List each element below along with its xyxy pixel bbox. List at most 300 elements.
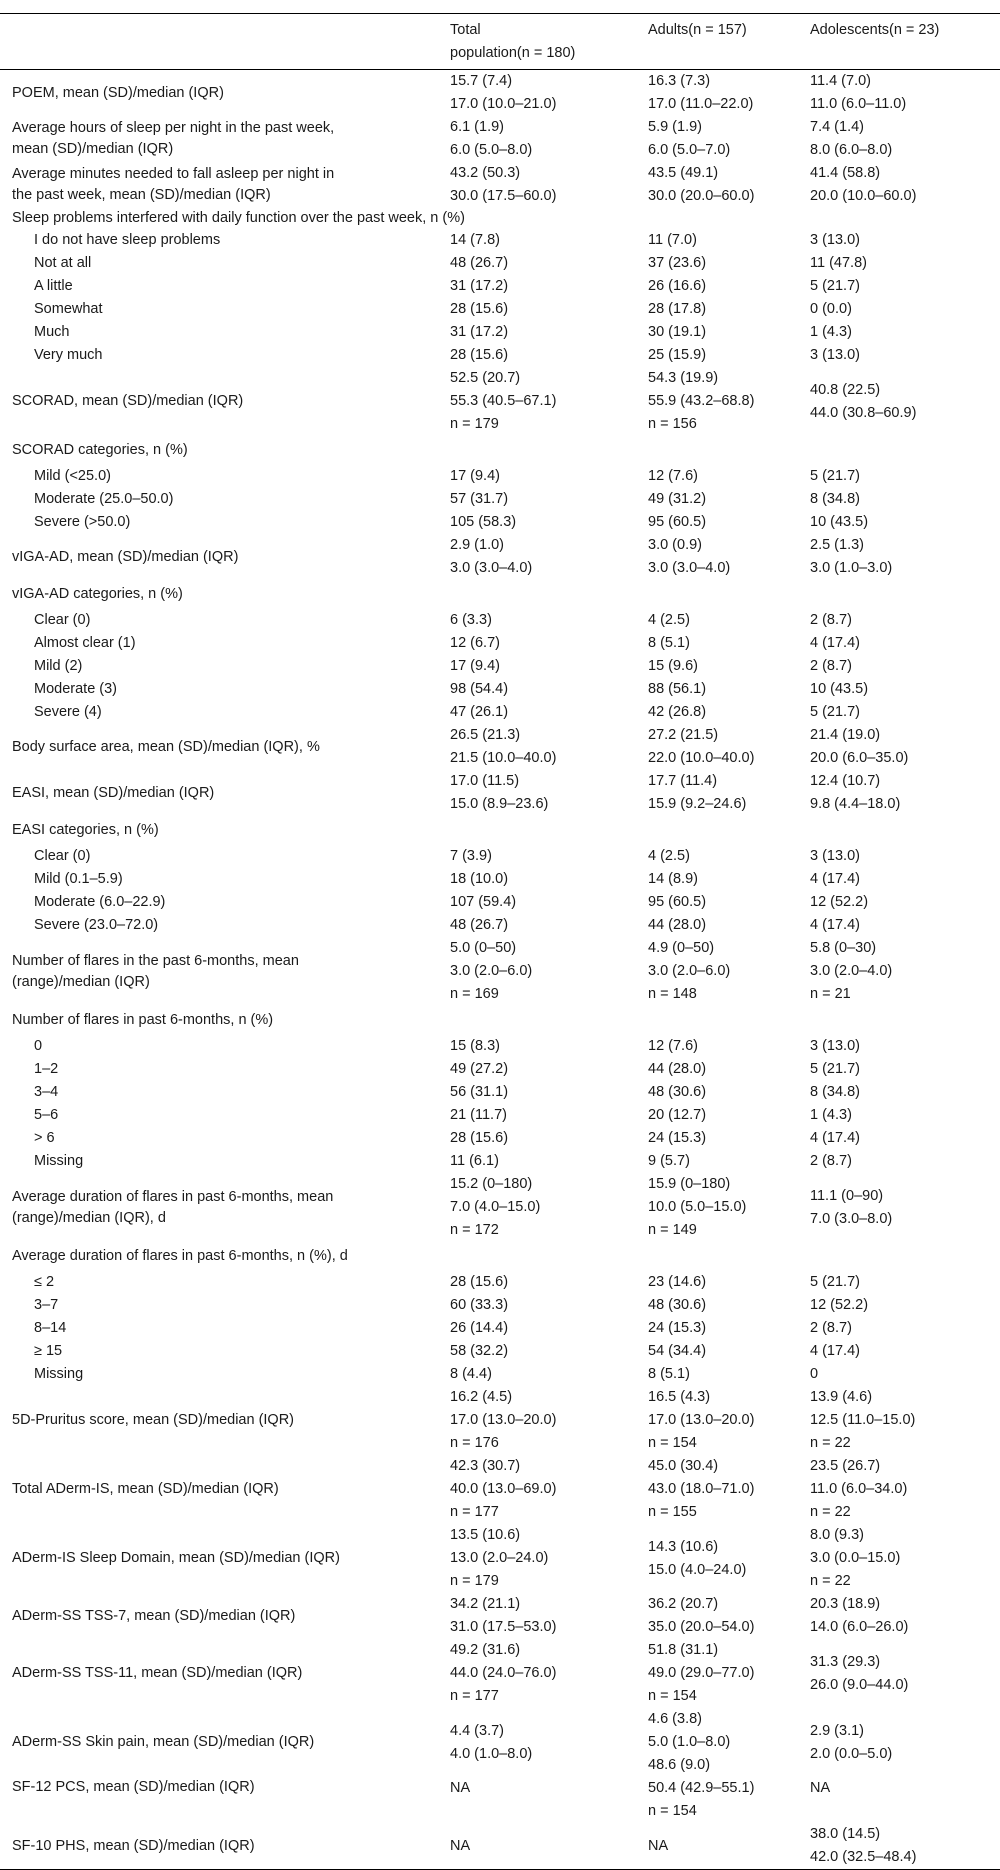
cell-adolescents-text: 3 (13.0) (810, 347, 860, 363)
row-label (0, 511, 432, 534)
empty-cell (432, 1242, 630, 1271)
row-label (0, 116, 432, 162)
cell-adolescents-text: 0 (810, 1366, 819, 1382)
cell-adolescents (792, 511, 1000, 534)
row-label-text: Body surface area, mean (SD)/median (IQR), % (12, 738, 320, 755)
cell-adolescents-text: 3 (13.0) (810, 1038, 860, 1054)
cell-total-text: 12 (6.7) (450, 635, 500, 651)
cell-adolescents-text: 2.9 (3.1) 2.0 (0.0–5.0) (810, 1722, 893, 1762)
empty-cell (792, 436, 1000, 465)
table-row (0, 1271, 1000, 1294)
row-label (0, 868, 432, 891)
cell-total (432, 1455, 630, 1524)
row-label (0, 252, 432, 275)
cell-adolescents (792, 891, 1000, 914)
cell-adolescents-text: 1 (4.3) (810, 1107, 852, 1123)
cell-adults-text: 27.2 (21.5) 22.0 (10.0–40.0) (648, 727, 755, 766)
cell-adults (630, 1524, 792, 1593)
cell-adolescents-text: 2 (8.7) (810, 658, 852, 674)
cell-adolescents-text: 10 (43.5) (810, 681, 869, 697)
row-label-text: Severe (>50.0) (34, 514, 131, 530)
cell-total-text: 13.5 (10.6) 13.0 (2.0–24.0) n = 179 (450, 1527, 549, 1589)
cell-adults-text: 4.6 (3.8) 5.0 (1.0–8.0) 48.6 (9.0) (648, 1711, 731, 1773)
cell-total-text: 52.5 (20.7) 55.3 (40.5–67.1) n = 179 (450, 370, 557, 432)
cell-adults (630, 770, 792, 816)
row-label (0, 367, 432, 436)
cell-adults (630, 1271, 792, 1294)
cell-total (432, 914, 630, 937)
cell-total (432, 1777, 630, 1823)
cell-total-text: 43.2 (50.3) 30.0 (17.5–60.0) (450, 165, 557, 204)
table-row (0, 1294, 1000, 1317)
row-label-text: Average minutes needed to fall asleep per night in the past week, mean (SD)/median (IQR) (12, 166, 335, 203)
cell-adolescents-text: 2 (8.7) (810, 1320, 852, 1336)
row-label-text: Moderate (3) (34, 681, 118, 697)
table-body (0, 70, 1000, 1870)
row-label (0, 891, 432, 914)
cell-total-text: 28 (15.6) (450, 1130, 509, 1146)
row-label (0, 321, 432, 344)
row-label-text: SF-12 PCS, mean (SD)/median (IQR) (12, 1779, 255, 1795)
empty-cell (792, 580, 1000, 609)
cell-adults-text: 26 (16.6) (648, 278, 707, 294)
cell-adults (630, 1294, 792, 1317)
row-label (0, 1363, 432, 1386)
table-row (0, 914, 1000, 937)
cell-total (432, 367, 630, 436)
cell-adults-text: 36.2 (20.7) 35.0 (20.0–54.0) (648, 1596, 755, 1635)
cell-adolescents-text: 4 (17.4) (810, 1343, 860, 1359)
empty-cell (630, 1242, 792, 1271)
row-label (0, 701, 432, 724)
cell-total-text: 60 (33.3) (450, 1297, 509, 1313)
table-row (0, 1150, 1000, 1173)
cell-adolescents-text: 3 (13.0) (810, 232, 860, 248)
cell-adults (630, 1639, 792, 1708)
row-label (0, 70, 432, 117)
cell-adolescents-text: 31.3 (29.3) 26.0 (9.0–44.0) (810, 1653, 909, 1693)
cell-adults-text: 14.3 (10.6) 15.0 (4.0–24.0) (648, 1538, 747, 1578)
cell-adults-text: 15.9 (0–180) 10.0 (5.0–15.0) n = 149 (648, 1176, 747, 1238)
cell-adolescents (792, 488, 1000, 511)
row-label-text: > 6 (34, 1130, 55, 1146)
cell-adults (630, 1317, 792, 1340)
row-label-text: Mild (<25.0) (34, 468, 111, 484)
cell-adults (630, 275, 792, 298)
cell-adults-text: 28 (17.8) (648, 301, 707, 317)
cell-total (432, 770, 630, 816)
cell-adolescents (792, 701, 1000, 724)
cell-adolescents-text: 23.5 (26.7) 11.0 (6.0–34.0) n = 22 (810, 1458, 908, 1520)
empty-cell (432, 816, 630, 845)
table-row (0, 1242, 1000, 1271)
cell-adults (630, 891, 792, 914)
cell-total (432, 252, 630, 275)
row-label-text: Much (34, 324, 70, 340)
empty-cell (432, 436, 630, 465)
row-label-text: vIGA-AD, mean (SD)/median (IQR) (12, 548, 239, 565)
cell-adults (630, 252, 792, 275)
cell-adults (630, 1081, 792, 1104)
table-header (0, 14, 1000, 70)
row-label-text: EASI categories, n (%) (12, 822, 159, 838)
cell-adults (630, 465, 792, 488)
cell-adolescents (792, 116, 1000, 162)
cell-adolescents-text: 10 (43.5) (810, 514, 869, 530)
cell-adults-text: 25 (15.9) (648, 347, 707, 363)
cell-adolescents-text: 5 (21.7) (810, 468, 860, 484)
cell-total-text: 28 (15.6) (450, 301, 509, 317)
cell-total-text: 7 (3.9) (450, 848, 492, 864)
row-label (0, 770, 432, 816)
row-label-text: Moderate (25.0–50.0) (34, 491, 174, 507)
row-label-text: ADerm-IS Sleep Domain, mean (SD)/median (IQR) (12, 1550, 340, 1566)
cell-adults-text: 24 (15.3) (648, 1130, 707, 1146)
cell-total (432, 1271, 630, 1294)
cell-adults-text: 12 (7.6) (648, 1038, 698, 1054)
row-label (0, 1593, 432, 1639)
cell-total-text: 56 (31.1) (450, 1084, 509, 1100)
cell-adults-text: 49 (31.2) (648, 491, 707, 507)
row-label (0, 845, 432, 868)
cell-total (432, 655, 630, 678)
table-row (0, 1173, 1000, 1242)
row-label (0, 534, 432, 580)
empty-cell (630, 436, 792, 465)
cell-total (432, 465, 630, 488)
cell-adolescents (792, 1823, 1000, 1870)
cell-adolescents-text: 5 (21.7) (810, 1061, 860, 1077)
cell-total (432, 1386, 630, 1455)
table-row (0, 298, 1000, 321)
cell-total (432, 1524, 630, 1593)
row-label (0, 1271, 432, 1294)
cell-total (432, 1317, 630, 1340)
cell-adults (630, 1127, 792, 1150)
cell-total-text: 34.2 (21.1) 31.0 (17.5–53.0) (450, 1596, 557, 1635)
cell-adolescents (792, 275, 1000, 298)
cell-adolescents-text: 20.3 (18.9) 14.0 (6.0–26.0) (810, 1596, 909, 1635)
cell-adults (630, 1340, 792, 1363)
row-label (0, 816, 432, 845)
table-row (0, 1386, 1000, 1455)
cell-adolescents-text: 4 (17.4) (810, 871, 860, 887)
row-label-text: ADerm-SS TSS-11, mean (SD)/median (IQR) (12, 1665, 303, 1681)
table-row (0, 1708, 1000, 1777)
cell-total (432, 344, 630, 367)
row-label (0, 1823, 432, 1870)
cell-total (432, 937, 630, 1006)
cell-adults (630, 632, 792, 655)
cell-adolescents (792, 1363, 1000, 1386)
cell-adults (630, 298, 792, 321)
cell-adults (630, 116, 792, 162)
table-row (0, 367, 1000, 436)
cell-adolescents-text: 5 (21.7) (810, 278, 860, 294)
cell-adults-text: 3.0 (0.9) 3.0 (3.0–4.0) (648, 537, 731, 576)
row-label-text: Average duration of flares in past 6-months, n (%), d (12, 1248, 348, 1264)
table-row (0, 1104, 1000, 1127)
cell-total-text: 8 (4.4) (450, 1366, 492, 1382)
row-label (0, 937, 432, 1006)
table-row (0, 1593, 1000, 1639)
cell-adults (630, 1173, 792, 1242)
row-label-text: A little (34, 278, 73, 294)
cell-adolescents-text: 38.0 (14.5) 42.0 (32.5–48.4) (810, 1826, 917, 1865)
row-label-text: SCORAD categories, n (%) (12, 442, 188, 458)
cell-adolescents-text: 5 (21.7) (810, 704, 860, 720)
cell-adults-text: NA (648, 1837, 669, 1854)
cell-total-text: NA (450, 1837, 471, 1854)
cell-adults-text: 14 (8.9) (648, 871, 698, 887)
table-row (0, 465, 1000, 488)
cell-adults (630, 1455, 792, 1524)
cell-total-text: 15 (8.3) (450, 1038, 500, 1054)
cell-total (432, 1593, 630, 1639)
cell-total-text: 48 (26.7) (450, 917, 509, 933)
cell-adults-text: 4 (2.5) (648, 612, 690, 628)
empty-cell (630, 580, 792, 609)
cell-adolescents (792, 367, 1000, 436)
cell-total-text: 15.2 (0–180) 7.0 (4.0–15.0) n = 172 (450, 1176, 541, 1238)
cell-adults-text: 16.3 (7.3) 17.0 (11.0–22.0) (648, 73, 754, 112)
cell-adolescents-text: 12.4 (10.7) 9.8 (4.4–18.0) (810, 773, 901, 812)
row-label (0, 1524, 432, 1593)
row-label (0, 1777, 432, 1823)
row-label (0, 436, 432, 465)
row-label (0, 229, 432, 252)
cell-adults-text: 48 (30.6) (648, 1084, 707, 1100)
table-row (0, 275, 1000, 298)
row-label-text: 0 (34, 1038, 43, 1054)
table-row (0, 1081, 1000, 1104)
cell-adolescents (792, 162, 1000, 208)
cell-total-text: 49.2 (31.6) 44.0 (24.0–76.0) n = 177 (450, 1642, 557, 1704)
cell-adults-text: 11 (7.0) (648, 232, 697, 248)
row-label-text: 5D-Pruritus score, mean (SD)/median (IQR) (12, 1412, 295, 1428)
row-label-text: Number of flares in the past 6-months, mean (range)/median (IQR) (12, 952, 299, 990)
cell-adolescents (792, 1150, 1000, 1173)
cell-adolescents-text: 5 (21.7) (810, 1274, 860, 1290)
cell-adolescents-text: 4 (17.4) (810, 1130, 860, 1146)
cell-adults (630, 701, 792, 724)
row-label-text: ≤ 2 (34, 1274, 55, 1290)
cell-total (432, 1035, 630, 1058)
cell-adolescents (792, 465, 1000, 488)
table-row (0, 655, 1000, 678)
cell-adolescents (792, 70, 1000, 117)
cell-adolescents (792, 344, 1000, 367)
cell-total-text: 31 (17.2) (450, 278, 509, 294)
cell-adolescents (792, 1455, 1000, 1524)
cell-total (432, 275, 630, 298)
row-label-text: SCORAD, mean (SD)/median (IQR) (12, 393, 244, 409)
row-label-text: Number of flares in past 6-months, n (%) (12, 1012, 274, 1028)
table-row (0, 1340, 1000, 1363)
cell-adults-text: 9 (5.7) (648, 1153, 690, 1169)
row-label (0, 1127, 432, 1150)
cell-adolescents-text: 41.4 (58.8) 20.0 (10.0–60.0) (810, 165, 917, 204)
cell-adolescents-text: 0 (0.0) (810, 301, 852, 317)
row-label (0, 1035, 432, 1058)
row-label (0, 1173, 432, 1242)
row-label-text: Mild (0.1–5.9) (34, 871, 123, 887)
table-row (0, 1777, 1000, 1823)
cell-adolescents-text: 4 (17.4) (810, 635, 860, 651)
cell-adults (630, 321, 792, 344)
table-row (0, 632, 1000, 655)
row-label-text: Total ADerm-IS, mean (SD)/median (IQR) (12, 1481, 279, 1497)
cell-total (432, 321, 630, 344)
cell-adolescents (792, 1777, 1000, 1823)
table-row (0, 678, 1000, 701)
cell-total (432, 162, 630, 208)
cell-adults (630, 1150, 792, 1173)
cell-adolescents (792, 1173, 1000, 1242)
empty-cell (630, 816, 792, 845)
cell-adults (630, 1104, 792, 1127)
cell-adults-text: 17.7 (11.4) 15.9 (9.2–24.6) (648, 773, 747, 812)
table-row (0, 1058, 1000, 1081)
cell-total (432, 488, 630, 511)
cell-adults-text: 54.3 (19.9) 55.9 (43.2–68.8) n = 156 (648, 370, 755, 432)
cell-adults (630, 655, 792, 678)
row-label-text: 8–14 (34, 1320, 67, 1336)
cell-adults (630, 1823, 792, 1870)
cell-total (432, 1708, 630, 1777)
cell-adolescents (792, 1340, 1000, 1363)
cell-adolescents (792, 678, 1000, 701)
cell-total (432, 534, 630, 580)
row-label (0, 298, 432, 321)
row-label (0, 1708, 432, 1777)
row-label-text: ADerm-SS TSS-7, mean (SD)/median (IQR) (12, 1607, 296, 1624)
cell-total (432, 1127, 630, 1150)
row-label (0, 678, 432, 701)
cell-total (432, 724, 630, 770)
row-label-text: Clear (0) (34, 612, 91, 628)
row-label (0, 208, 1000, 229)
cell-adults-text: 4.9 (0–50) 3.0 (2.0–6.0) n = 148 (648, 940, 731, 1002)
header-cell-label (0, 14, 432, 70)
cell-adolescents (792, 1593, 1000, 1639)
row-label-text: Severe (23.0–72.0) (34, 917, 159, 933)
cell-adolescents (792, 1058, 1000, 1081)
cell-total-text: 107 (59.4) (450, 894, 517, 910)
cell-adults-text: 50.4 (42.9–55.1) n = 154 (648, 1780, 755, 1819)
cell-adolescents (792, 252, 1000, 275)
table-row (0, 580, 1000, 609)
cell-adolescents (792, 655, 1000, 678)
cell-total (432, 116, 630, 162)
row-label (0, 465, 432, 488)
cell-adolescents-text: 2 (8.7) (810, 612, 852, 628)
cell-adults-text: 8 (5.1) (648, 635, 690, 651)
table-row (0, 511, 1000, 534)
cell-adults-text: 8 (5.1) (648, 1366, 690, 1382)
cell-adolescents-text: 40.8 (22.5) 44.0 (30.8–60.9) (810, 381, 917, 421)
cell-total-text: 21 (11.7) (450, 1107, 507, 1123)
table-row (0, 70, 1000, 117)
cell-adults (630, 609, 792, 632)
cell-adults-text: 15 (9.6) (648, 658, 698, 674)
table-row (0, 1639, 1000, 1708)
table-row (0, 1006, 1000, 1035)
cell-total (432, 1363, 630, 1386)
table-row (0, 1455, 1000, 1524)
cell-adolescents (792, 1271, 1000, 1294)
cell-adolescents-text: 13.9 (4.6) 12.5 (11.0–15.0) n = 22 (810, 1389, 916, 1451)
cell-adolescents (792, 1081, 1000, 1104)
row-label (0, 344, 432, 367)
cell-adults-text: 43.5 (49.1) 30.0 (20.0–60.0) (648, 165, 755, 204)
table-row (0, 845, 1000, 868)
cell-adolescents-text: 11.4 (7.0) 11.0 (6.0–11.0) (810, 73, 907, 112)
cell-adults (630, 511, 792, 534)
cell-adults (630, 678, 792, 701)
row-label (0, 724, 432, 770)
header-row (0, 14, 1000, 70)
cell-adults (630, 724, 792, 770)
row-label-text: Severe (4) (34, 704, 102, 720)
row-label (0, 1058, 432, 1081)
table-row (0, 609, 1000, 632)
cell-adolescents-text: NA (810, 1780, 831, 1796)
cell-total (432, 891, 630, 914)
cell-adults-text: 12 (7.6) (648, 468, 698, 484)
cell-adolescents (792, 609, 1000, 632)
row-label-text: POEM, mean (SD)/median (IQR) (12, 84, 224, 101)
table-row (0, 770, 1000, 816)
cell-adolescents-text: 11 (47.8) (810, 255, 867, 271)
cell-adolescents-text: 8 (34.8) (810, 1084, 860, 1100)
cell-adults (630, 914, 792, 937)
table-row (0, 208, 1000, 229)
table-row (0, 724, 1000, 770)
cell-adolescents-text: 12 (52.2) (810, 1297, 869, 1313)
row-label (0, 632, 432, 655)
table-row (0, 937, 1000, 1006)
cell-adults-text: 54 (34.4) (648, 1343, 707, 1359)
header-cell-total: Total population(n = 180) (450, 22, 576, 61)
cell-total-text: 17 (9.4) (450, 468, 500, 484)
header-cell-adolescents: Adolescents(n = 23) (810, 22, 940, 38)
cell-adults-text: 23 (14.6) (648, 1274, 707, 1290)
cell-adults-text: 95 (60.5) (648, 514, 707, 530)
cell-adults (630, 367, 792, 436)
row-label-text: 1–2 (34, 1061, 59, 1077)
empty-cell (792, 816, 1000, 845)
cell-adolescents (792, 724, 1000, 770)
cell-total-text: 17.0 (11.5) 15.0 (8.9–23.6) (450, 773, 549, 812)
table-row (0, 534, 1000, 580)
cell-total (432, 632, 630, 655)
table-row (0, 1035, 1000, 1058)
cell-adults (630, 868, 792, 891)
cell-adolescents (792, 1104, 1000, 1127)
cell-adults-text: 37 (23.6) (648, 255, 707, 271)
cell-total-text: 6.1 (1.9) 6.0 (5.0–8.0) (450, 119, 533, 158)
cell-total (432, 845, 630, 868)
cell-total-text: 28 (15.6) (450, 347, 509, 363)
cell-adolescents (792, 845, 1000, 868)
cell-total (432, 1294, 630, 1317)
empty-cell (432, 1006, 630, 1035)
table-row (0, 321, 1000, 344)
row-label-text: Very much (34, 347, 103, 363)
cell-adults (630, 937, 792, 1006)
cell-total (432, 1340, 630, 1363)
